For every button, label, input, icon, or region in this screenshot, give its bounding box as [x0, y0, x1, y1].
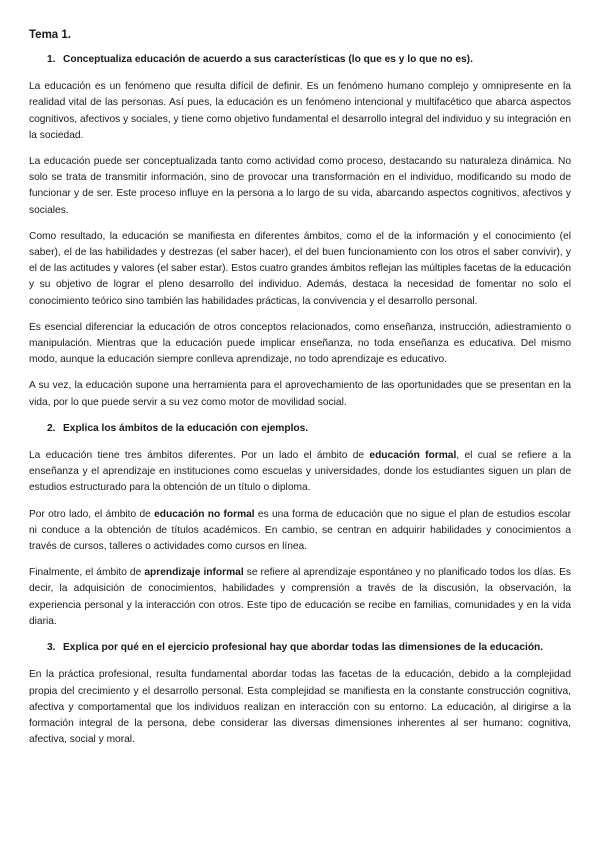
question-1	[29, 52, 571, 68]
text-run: Finalmente, el ámbito de	[29, 567, 145, 579]
text-run: , el cual se refiere a la enseñanza y el aprendizaje en instituciones como escuelas y universidades, donde los estudiantes siguen un plan de estudios estructurado para la obtención de un título o diploma.	[29, 450, 571, 494]
question-number: 1.	[47, 54, 56, 65]
paragraph: Como resultado, la educación se manifiesta en diferentes ámbitos, como el de la información y el conocimiento (el saber), el de las habilidades y destrezas (el saber hacer), el del buen funcionamiento con los otros el saber convivir), y el de las actitudes y valores (el saber estar). Estos cuatro grandes ámbitos reflejan las múltiples facetas de la educación y su objetivo de lograr el pleno desarrollo del individuo. Además, destaca la necesidad de fomentar no solo el conocimiento teórico sino también las habilidades prácticas, la convivencia y el desarrollo personal.	[29, 230, 571, 307]
paragraph: Es esencial diferenciar la educación de otros conceptos relacionados, como enseñanza, instrucción, adiestramiento o manipulación. Mientras que la educación puede implicar enseñanza, no toda enseñanza es educativa. Del mismo modo, aunque la educación siempre conlleva aprendizaje, no todo aprendizaje es educativo.	[29, 321, 571, 366]
paragraph: La educación puede ser conceptualizada tanto como actividad como proceso, destacando su naturaleza dinámica. No solo se trata de transmitir información, sino de provocar una transformación en el individuo, modificando su modo de funcionar y de ser. Este proceso influye en la persona a lo largo de su vida, abarcando aspectos cognitivos, afectivos y sociales.	[29, 156, 571, 216]
paragraph-non-formal-education	[29, 507, 571, 556]
text-run: es una forma de educación que no sigue el plan de estudios escolar ni conduce a la obtención de títulos académicos. En cambio, se centran en adquirir habilidades y conocimientos a través de cursos, talleres o actividades como cursos en línea.	[29, 508, 571, 553]
paragraph: A su vez, la educación supone una herramienta para el aprovechamiento de las oportunidades que se presentan en la vida, por lo que puede servir a su vez como motor de movilidad social.	[29, 380, 571, 408]
text-run: se refiere al aprendizaje espontáneo y no planificado todos los días. Es decir, la adquisición de conocimientos, habilidades y comprensión a través de la discusión, la observación, la experiencia personal y la interacción con otros. Este tipo de educación se recibe en familias, comunidades y en la vida diaria.	[29, 567, 571, 627]
question-number: 3.	[47, 642, 56, 654]
term-formal-education: educación formal	[369, 450, 457, 462]
question-text: Explica por qué en el ejercicio profesional hay que abordar todas las dimensiones de la educación.	[63, 642, 544, 654]
question-text: Conceptualiza educación de acuerdo a sus características (lo que es y lo que no es).	[63, 54, 473, 65]
document-title: Tema 1.	[29, 29, 71, 41]
paragraph-informal-learning	[29, 565, 571, 630]
paragraph-formal-education	[29, 448, 571, 497]
question-text: Explica los ámbitos de la educación con ejemplos.	[63, 422, 309, 434]
term-non-formal-education: educación no formal	[154, 508, 255, 520]
question-number: 2.	[47, 422, 56, 434]
question-2	[29, 421, 571, 437]
text-run: Por otro lado, el ámbito de	[29, 508, 155, 520]
paragraph: La educación es un fenómeno que resulta difícil de definir. Es un fenómeno humano complejo y omnipresente en la realidad vital de las personas. Así pues, la educación es un fenómeno intencional y multifacético que abarca aspectos cognitivos, afectivos y sociales, y tiene como objetivo fundamental el desarrollo integral del individuo y su integración en la sociedad.	[29, 81, 571, 141]
term-informal-learning: aprendizaje informal	[144, 567, 244, 579]
text-run: La educación tiene tres ámbitos diferentes. Por un lado el ámbito de	[29, 450, 370, 462]
question-3	[29, 640, 571, 656]
paragraph: En la práctica profesional, resulta fundamental abordar todas las facetas de la educación, debido a la complejidad propia del crecimiento y el desarrollo personal. Esta complejidad se manifiesta en la constante construcción cognitiva, afectiva y comportamental que los individuos realizan en interacción con su entorno. La educación, al dirigirse a la formación integral de la persona, debe considerar las diversas dimensiones inherentes al ser humano: cognitiva, afectiva, social y moral.	[29, 669, 571, 746]
